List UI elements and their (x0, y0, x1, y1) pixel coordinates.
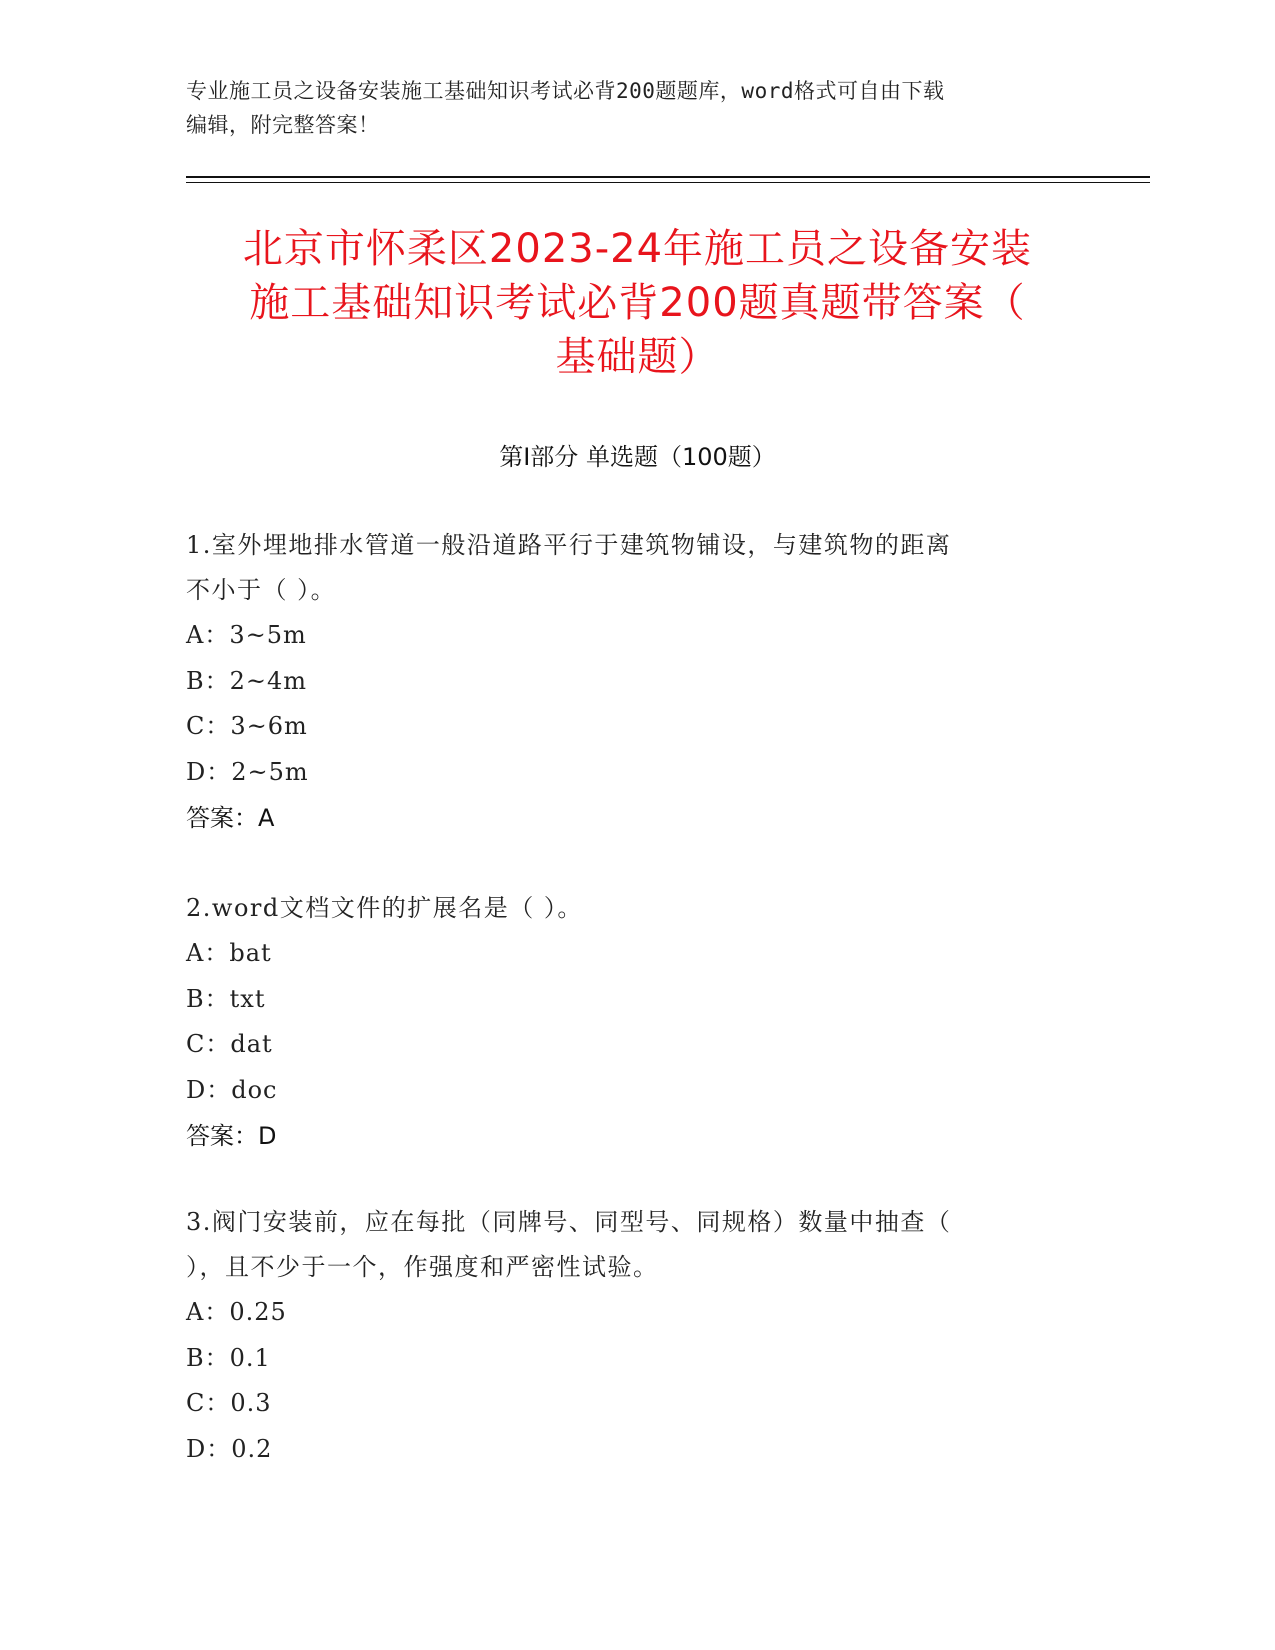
question-1-stem-line-1: 1.室外埋地排水管道一般沿道路平行于建筑物铺设，与建筑物的距离 (186, 531, 952, 559)
question-2-option-d: D：doc (186, 1075, 278, 1104)
question-1-option-b: B：2~4m (186, 666, 308, 695)
question-3-option-c: C：0.3 (186, 1389, 272, 1417)
question-1-answer: 答案：A (186, 804, 275, 832)
question-1-option-a: A：3~5m (186, 621, 307, 649)
question-2-answer: 答案：D (186, 1122, 277, 1150)
header-note-line-1: 专业施工员之设备安装施工基础知识考试必背200题题库，word格式可自由下载 (186, 79, 945, 103)
document-title-line-2: 施工基础知识考试必背200题真题带答案（ (249, 280, 1026, 326)
question-3-stem-line-1: 3.阀门安装前，应在每批（同牌号、同型号、同规格）数量中抽查（ (186, 1208, 952, 1236)
question-2-option-b: B：txt (186, 984, 266, 1013)
question-3-stem-line-2: ），且不少于一个，作强度和严密性试验。 (186, 1253, 659, 1281)
question-3-option-d: D：0.2 (186, 1434, 273, 1463)
header-note (186, 74, 1066, 142)
question-1-stem-line-2: 不小于（ ）。 (186, 576, 337, 604)
question-3 (186, 1200, 1076, 1472)
header-divider-thin (186, 182, 1150, 183)
document-title (150, 222, 1125, 384)
section-heading: 第Ⅰ部分 单选题（100题） (499, 443, 776, 471)
question-1 (186, 523, 1076, 841)
question-1-option-d: D：2~5m (186, 757, 309, 786)
question-2-stem-line-1: 2.word文档文件的扩展名是（ ）。 (186, 894, 583, 922)
document-title-line-3: 基础题） (555, 334, 720, 380)
question-2-option-c: C：dat (186, 1030, 273, 1058)
question-3-option-a: A：0.25 (186, 1298, 287, 1326)
question-2 (186, 886, 1076, 1159)
question-1-option-c: C：3~6m (186, 712, 308, 740)
header-divider-thick (186, 176, 1150, 178)
header-note-line-2: 编辑，附完整答案！ (186, 113, 380, 137)
question-3-option-b: B：0.1 (186, 1343, 271, 1372)
document-title-line-1: 北京市怀柔区2023-24年施工员之设备安装 (242, 226, 1033, 272)
question-2-option-a: A：bat (186, 939, 272, 967)
